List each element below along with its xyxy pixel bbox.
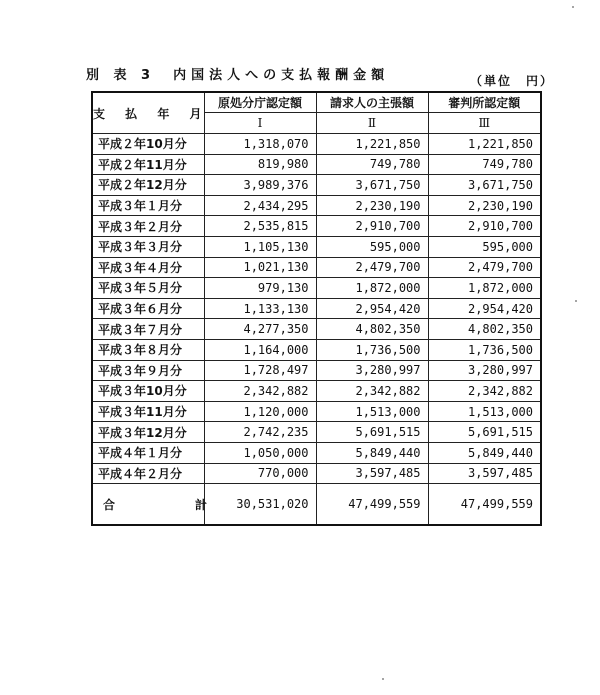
table-row [92, 278, 541, 299]
table-row [92, 422, 541, 443]
row-value-col-1: 1,133,130 [204, 298, 316, 319]
table-row [92, 195, 541, 216]
row-value-col-2: 3,671,750 [316, 175, 428, 196]
row-value-col-1: 2,742,235 [204, 422, 316, 443]
row-value-col-2: 4,802,350 [316, 319, 428, 340]
header-payment-month: 支 払 年 月 [92, 92, 204, 134]
row-value-col-3: 1,736,500 [428, 339, 541, 360]
row-month-cell: 平成３年12月分 [92, 422, 204, 443]
header-row [92, 92, 541, 113]
table-row [92, 401, 541, 422]
row-value-col-3: 4,802,350 [428, 319, 541, 340]
header-numeral-1: Ⅰ [204, 113, 316, 134]
scan-speck [575, 300, 577, 302]
row-value-col-2: 595,000 [316, 236, 428, 257]
row-value-col-3: 3,671,750 [428, 175, 541, 196]
table-row [92, 442, 541, 463]
row-month-cell: 平成３年11月分 [92, 401, 204, 422]
document-title: 別 表 3 内国法人への支払報酬金額 [86, 68, 390, 83]
row-value-col-3: 2,954,420 [428, 298, 541, 319]
row-month-cell: 平成２年10月分 [92, 134, 204, 155]
header-col-3: 審判所認定額 [428, 92, 541, 113]
row-value-col-2: 2,954,420 [316, 298, 428, 319]
total-label: 合 計 [92, 484, 204, 526]
table-row [92, 154, 541, 175]
scan-speck [382, 678, 384, 680]
row-value-col-3: 2,342,882 [428, 381, 541, 402]
row-value-col-1: 2,535,815 [204, 216, 316, 237]
header-numeral-3: Ⅲ [428, 113, 541, 134]
row-value-col-1: 2,434,295 [204, 195, 316, 216]
row-value-col-1: 1,021,130 [204, 257, 316, 278]
row-value-col-3: 3,597,485 [428, 463, 541, 484]
row-value-col-3: 1,221,850 [428, 134, 541, 155]
row-value-col-3: 1,513,000 [428, 401, 541, 422]
row-value-col-2: 1,221,850 [316, 134, 428, 155]
row-value-col-3: 595,000 [428, 236, 541, 257]
table-row [92, 360, 541, 381]
row-value-col-2: 1,513,000 [316, 401, 428, 422]
row-month-cell: 平成３年４月分 [92, 257, 204, 278]
row-value-col-1: 819,980 [204, 154, 316, 175]
row-month-cell: 平成４年２月分 [92, 463, 204, 484]
unit-label: （単位 円） [470, 74, 555, 88]
row-value-col-2: 2,479,700 [316, 257, 428, 278]
total-col-3: 47,499,559 [428, 484, 541, 526]
row-month-cell: 平成４年１月分 [92, 442, 204, 463]
row-value-col-1: 1,728,497 [204, 360, 316, 381]
row-value-col-1: 1,050,000 [204, 442, 316, 463]
row-value-col-2: 2,910,700 [316, 216, 428, 237]
row-month-cell: 平成３年10月分 [92, 381, 204, 402]
table-row [92, 339, 541, 360]
table-row [92, 463, 541, 484]
total-col-1: 30,531,020 [204, 484, 316, 526]
header-numeral-2: Ⅱ [316, 113, 428, 134]
row-month-cell: 平成３年９月分 [92, 360, 204, 381]
table-row [92, 381, 541, 402]
table-row [92, 319, 541, 340]
row-month-cell: 平成３年８月分 [92, 339, 204, 360]
row-value-col-3: 2,230,190 [428, 195, 541, 216]
row-value-col-2: 2,230,190 [316, 195, 428, 216]
row-month-cell: 平成３年２月分 [92, 216, 204, 237]
row-month-cell: 平成２年12月分 [92, 175, 204, 196]
row-value-col-2: 3,280,997 [316, 360, 428, 381]
row-value-col-1: 4,277,350 [204, 319, 316, 340]
row-value-col-1: 1,318,070 [204, 134, 316, 155]
row-value-col-1: 770,000 [204, 463, 316, 484]
row-value-col-3: 749,780 [428, 154, 541, 175]
row-month-cell: 平成２年11月分 [92, 154, 204, 175]
table-row [92, 134, 541, 155]
row-value-col-1: 979,130 [204, 278, 316, 299]
row-value-col-1: 2,342,882 [204, 381, 316, 402]
table-row [92, 216, 541, 237]
row-month-cell: 平成３年６月分 [92, 298, 204, 319]
row-value-col-1: 1,164,000 [204, 339, 316, 360]
row-value-col-1: 1,105,130 [204, 236, 316, 257]
row-value-col-2: 1,872,000 [316, 278, 428, 299]
table-row [92, 175, 541, 196]
table-row [92, 236, 541, 257]
row-month-cell: 平成３年７月分 [92, 319, 204, 340]
row-value-col-2: 2,342,882 [316, 381, 428, 402]
row-month-cell: 平成３年５月分 [92, 278, 204, 299]
header-col-1: 原処分庁認定額 [204, 92, 316, 113]
table-row [92, 257, 541, 278]
row-value-col-2: 5,849,440 [316, 442, 428, 463]
row-value-col-1: 3,989,376 [204, 175, 316, 196]
row-value-col-3: 2,479,700 [428, 257, 541, 278]
row-month-cell: 平成３年１月分 [92, 195, 204, 216]
row-value-col-3: 1,872,000 [428, 278, 541, 299]
row-value-col-3: 2,910,700 [428, 216, 541, 237]
row-value-col-3: 5,849,440 [428, 442, 541, 463]
table-row [92, 298, 541, 319]
row-value-col-2: 3,597,485 [316, 463, 428, 484]
row-month-cell: 平成３年３月分 [92, 236, 204, 257]
row-value-col-2: 749,780 [316, 154, 428, 175]
row-value-col-1: 1,120,000 [204, 401, 316, 422]
total-col-2: 47,499,559 [316, 484, 428, 526]
total-row [92, 484, 541, 526]
row-value-col-3: 3,280,997 [428, 360, 541, 381]
header-col-2: 請求人の主張額 [316, 92, 428, 113]
row-value-col-2: 5,691,515 [316, 422, 428, 443]
row-value-col-3: 5,691,515 [428, 422, 541, 443]
table-body [92, 92, 541, 525]
row-value-col-2: 1,736,500 [316, 339, 428, 360]
scan-speck [572, 6, 574, 8]
payment-table [91, 91, 542, 526]
